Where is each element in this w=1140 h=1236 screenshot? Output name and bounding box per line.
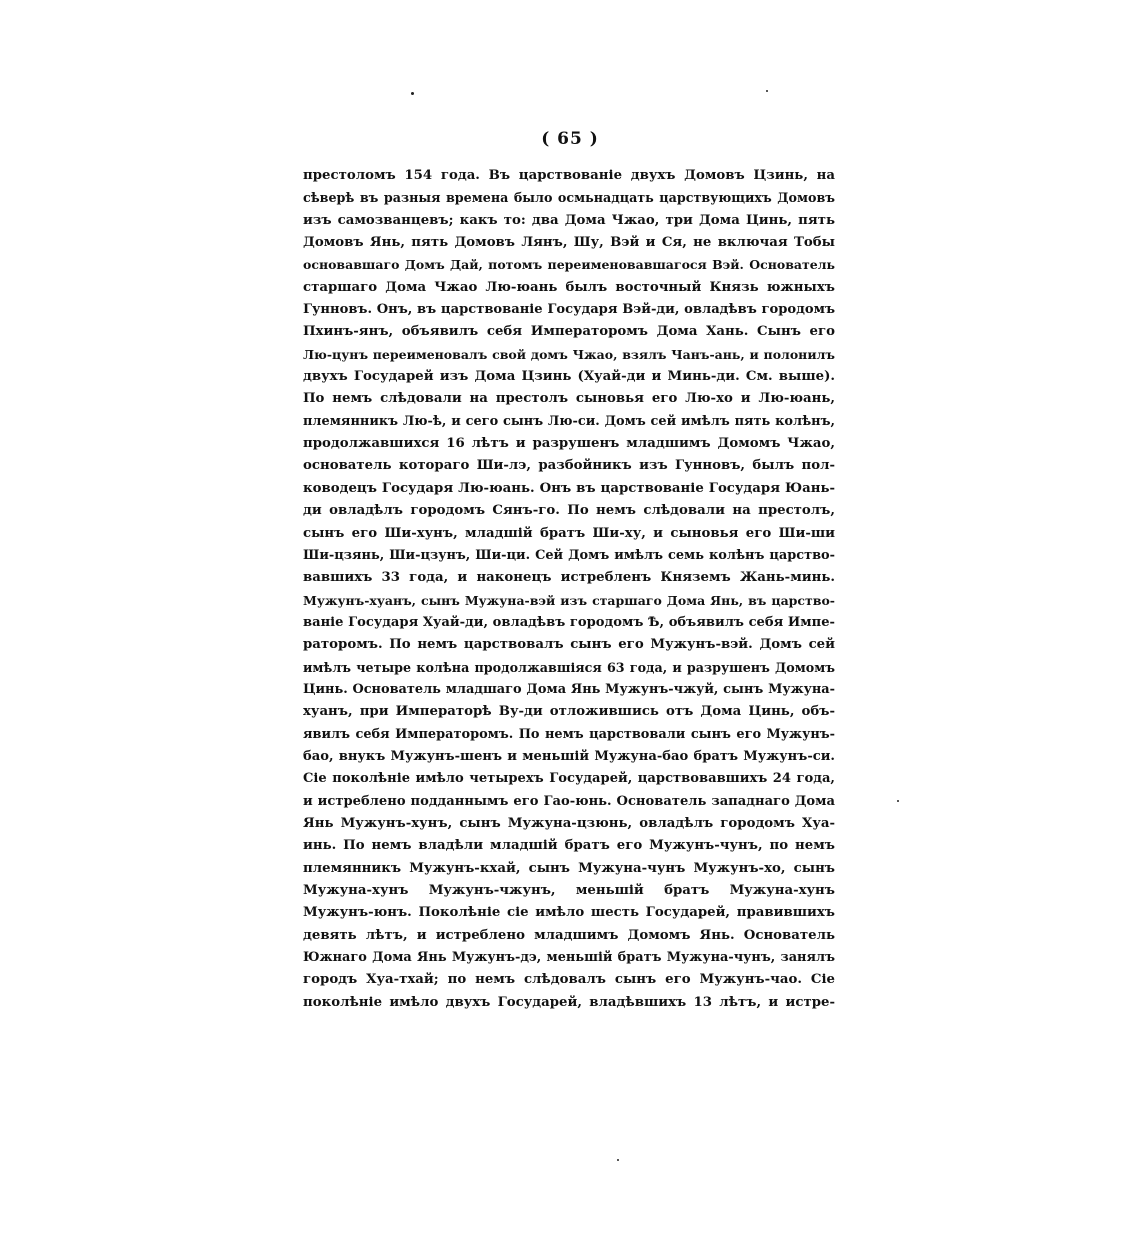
body-text xyxy=(303,165,835,1014)
text-line: хуанъ, при Императорѣ Ву-ди отложившись отъ Дома Цинь, объ- xyxy=(303,704,835,720)
text-line: инь. По немъ владѣли младшій братъ его Мужунъ-чунъ, по немъ xyxy=(303,838,835,854)
text-line: явилъ себя Императоромъ. По немъ царствовали сынъ его Мужунъ- xyxy=(303,726,835,742)
text-line: Лю-цунъ переименовалъ свой домъ Чжао, взялъ Чанъ-ань, и полонилъ xyxy=(303,346,835,362)
text-line: Южнаго Дома Янь Мужунъ-дэ, меньшій братъ Мужуна-чунъ, занялъ xyxy=(303,950,835,966)
text-line: продолжавшихся 16 лѣтъ и разрушенъ младшимъ Домомъ Чжао, xyxy=(303,436,835,452)
text-line: девять лѣтъ, и истреблено младшимъ Домомъ Янь. Основатель xyxy=(303,927,835,943)
text-line: Мужунъ-юнъ. Поколѣніе сіе имѣло шесть Государей, правившихъ xyxy=(303,905,835,921)
text-line: Домовъ Янь, пять Домовъ Лянъ, Шу, Вэй и Ся, не включая Тобы xyxy=(303,235,835,251)
text-line: имѣлъ четыре колѣна продолжавшіяся 63 года, и разрушенъ Домомъ xyxy=(303,659,835,675)
ink-speck xyxy=(617,1159,619,1161)
text-line: старшаго Дома Чжао Лю-юань былъ восточный Князь южныхъ xyxy=(303,279,835,295)
text-line: основатель котораго Ши-лэ, разбойникъ изъ Гунновъ, былъ пол- xyxy=(303,458,835,474)
text-line: Ши-цзянь, Ши-цзунъ, Ши-ци. Сей Домъ имѣлъ семь колѣнъ царство- xyxy=(303,547,835,563)
text-line: поколѣніе имѣло двухъ Государей, владѣвшихъ 13 лѣтъ, и истре- xyxy=(303,994,835,1010)
text-line: По немъ слѣдовали на престолъ сыновья его Лю-хо и Лю-юань, xyxy=(303,391,835,407)
text-line: двухъ Государей изъ Дома Цзинь (Хуай-ди и Минь-ди. См. выше). xyxy=(303,369,835,385)
text-line: ди овладѣлъ городомъ Сянъ-го. По немъ слѣдовали на престолъ, xyxy=(303,503,835,519)
text-line: ваніе Государя Хуай-ди, овладѣвъ городомъ Ѣ, объявилъ себя Импе- xyxy=(303,614,835,630)
text-line: городъ Хуа-тхай; по немъ слѣдовалъ сынъ его Мужунъ-чао. Сіе xyxy=(303,972,835,988)
text-line: раторомъ. По немъ царствовалъ сынъ его Мужунъ-вэй. Домъ сей xyxy=(303,637,835,653)
text-line: племянникъ Мужунъ-кхай, сынъ Мужуна-чунъ Мужунъ-хо, сынъ xyxy=(303,860,835,876)
text-line: основавшаго Домъ Дай, потомъ переименовавшагося Вэй. Основатель xyxy=(303,257,835,273)
text-line: Пхинъ-янъ, объявилъ себя Императоромъ Дома Хань. Сынъ его xyxy=(303,324,835,340)
page-number: ( 65 ) xyxy=(541,129,599,149)
text-line: Цинь. Основатель младшаго Дома Янь Мужунъ-чжуй, сынъ Мужуна- xyxy=(303,681,835,697)
ink-speck xyxy=(897,800,899,802)
text-line: ководецъ Государя Лю-юань. Онъ въ царствованіе Государя Юань- xyxy=(303,480,835,496)
text-line: Гунновъ. Онъ, въ царствованіе Государя Вэй-ди, овладѣвъ городомъ xyxy=(303,302,835,318)
text-line: сѣверѣ въ разныя времена было осмьнадцать царствующихъ Домовъ xyxy=(303,190,835,206)
text-line: племянникъ Лю-ѣ, и сего сынъ Лю-си. Домъ сей имѣлъ пять колѣнъ, xyxy=(303,413,835,429)
text-line: Мужуна-хунъ Мужунъ-чжунъ, меньшій братъ Мужуна-хунъ xyxy=(303,883,835,898)
ink-speck xyxy=(766,90,768,92)
text-line: вавшихъ 33 года, и наконецъ истребленъ Княземъ Жань-минь. xyxy=(303,570,835,586)
text-line: изъ самозванцевъ; какъ то: два Дома Чжао, три Дома Цинь, пять xyxy=(303,212,835,228)
text-line: бао, внукъ Мужунъ-шенъ и меньшій Мужуна-бао братъ Мужунъ-си. xyxy=(303,748,835,764)
text-line: и истреблено подданнымъ его Гао-юнь. Основатель западнаго Дома xyxy=(303,793,835,809)
text-line: Мужунъ-хуанъ, сынъ Мужуна-вэй изъ старшаго Дома Янь, въ царство- xyxy=(303,592,835,608)
text-line: Янь Мужунъ-хунъ, сынъ Мужуна-цзюнь, овладѣлъ городомъ Хуа- xyxy=(303,815,835,831)
text-line: престоломъ 154 года. Въ царствованіе двухъ Домовъ Цзинь, на xyxy=(303,168,835,183)
text-line: Сіе поколѣніе имѣло четырехъ Государей, царствовавшихъ 24 года, xyxy=(303,771,835,787)
ink-speck xyxy=(411,92,414,95)
text-line: сынъ его Ши-хунъ, младшій братъ Ши-ху, и сыновья его Ши-ши xyxy=(303,525,835,541)
